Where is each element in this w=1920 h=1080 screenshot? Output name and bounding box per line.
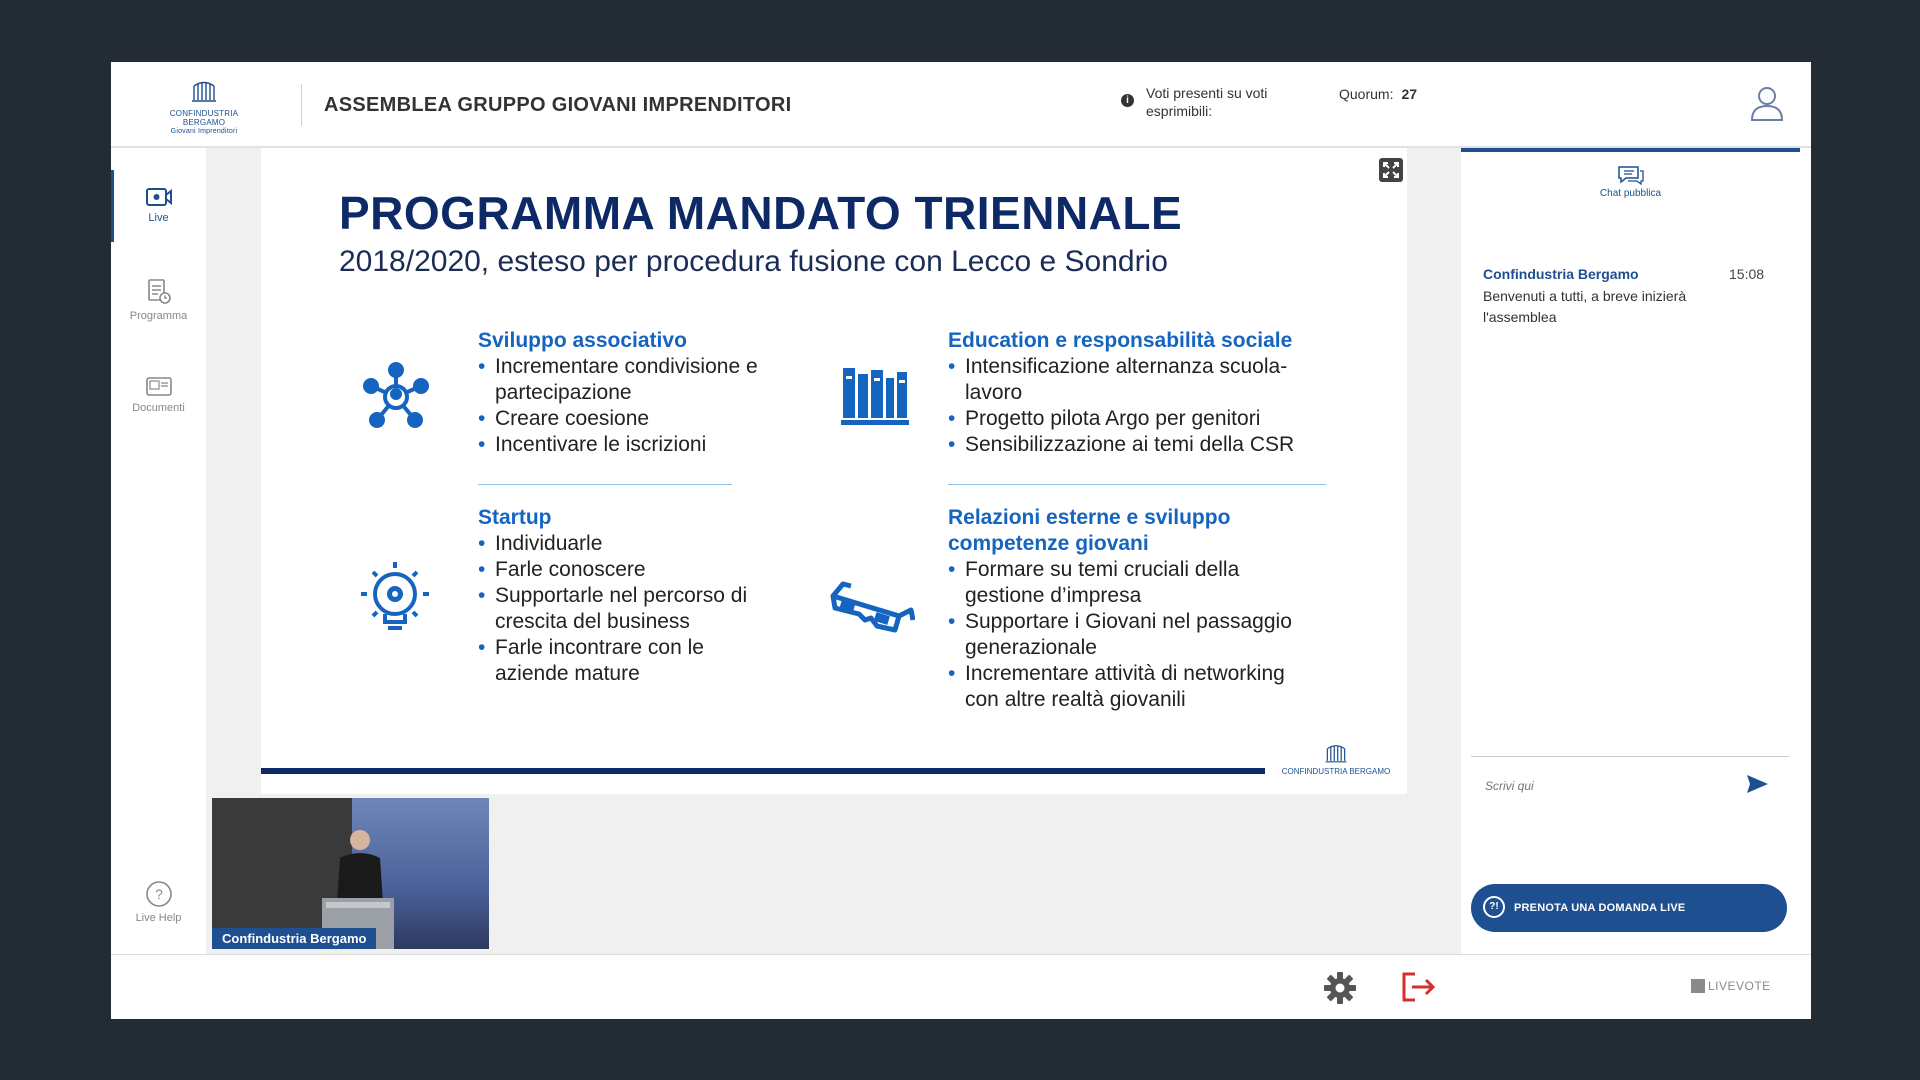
svg-text:?: ? [154,886,163,902]
quorum-label: Quorum: [1339,86,1394,102]
3d-glasses-icon [829,580,915,636]
slide-subtitle: 2018/2020, esteso per procedura fusione con Lecco e Sondrio [339,245,1168,278]
live-camera-icon [145,186,173,208]
programma-icon [146,278,172,306]
bullet-item: • Incrementare condivisione e partecipazione [478,354,778,406]
help-icon [145,880,173,908]
slide-section [948,505,1303,713]
bullet-item: • Sensibilizzazione ai temi della CSR [948,432,1338,458]
bullet-list [948,354,1338,458]
message-author: Confindustria Bergamo [1483,266,1639,282]
sidebar-item-live[interactable] [111,186,206,224]
bullet-item: • Supportare i Giovani nel passaggio generazionale [948,609,1303,661]
live-help-button[interactable] [111,880,206,924]
chat-bubble-icon [1616,164,1646,186]
bullet-item: • Farle conoscere [478,557,758,583]
sidebar-item-label: Documenti [132,402,185,414]
documenti-icon [145,374,173,398]
sidebar-item-label: Live [148,212,169,224]
section-heading: Sviluppo associativo [478,329,687,352]
message-time: 15:08 [1729,266,1765,282]
bullet-item: • Intensificazione alternanza scuola-lavoro [948,354,1338,406]
voti-label: Voti presenti su voti esprimibili: [1146,85,1268,119]
section-divider [478,484,732,485]
footer [111,954,1811,1019]
slide-section [478,328,778,458]
sidebar-item-label: Programma [129,310,188,322]
quorum [1339,86,1417,102]
tab-chat-pubblica[interactable] [1461,164,1800,199]
bullet-item: • Progetto pilota Argo per genitori [948,406,1338,432]
sidebar-item-documenti[interactable] [111,374,206,414]
section-heading: Startup [478,506,552,529]
message-text: Benvenuti a tutti, a breve inizierà l'assemblea [1483,288,1687,325]
sidebar-item-programma[interactable] [111,278,206,322]
bullet-item: • Supportarle nel percorso di crescita del business [478,583,758,635]
slide-footer-logo [1281,743,1391,776]
chat-panel [1461,148,1811,954]
logo-emblem-icon [1323,743,1349,765]
slide-section [948,328,1338,458]
slide-section [478,505,758,687]
bullet-list [478,531,758,687]
fullscreen-button[interactable] [1379,158,1403,182]
livevote-logo-icon [1691,979,1705,993]
bullet-item: • Incrementare attività di networking con altre realtà giovanili [948,661,1303,713]
presentation-slide [261,148,1407,794]
lightbulb-gear-icon [357,558,433,640]
chat-tab-label: Chat pubblica [1599,188,1662,199]
logo-emblem-icon [189,80,219,104]
logout-icon[interactable] [1401,971,1437,1003]
bullet-item: • Farle incontrare con le aziende mature [478,635,758,687]
bullet-item: • Formare su temi cruciali della gestione d’impresa [948,557,1303,609]
app-window [111,62,1811,1018]
prenota-domanda-label: PRENOTA UNA DOMANDA LIVE [1514,902,1686,914]
chat-active-indicator [1461,148,1800,152]
section-heading: Relazioni esterne e sviluppo competenze giovani [948,506,1231,555]
books-icon [841,364,909,428]
quorum-value: 27 [1401,86,1418,102]
logo-text: CONFINDUSTRIA BERGAMO [169,109,239,127]
prenota-domanda-button[interactable] [1471,884,1787,932]
header [111,62,1811,148]
slide-title: PROGRAMMA MANDATO TRIENNALE [339,187,1183,239]
fullscreen-icon [1379,158,1403,182]
live-help-label: Live Help [135,912,182,924]
info-icon[interactable]: i [1121,94,1134,107]
send-icon[interactable] [1745,772,1769,796]
section-heading: Education e responsabilità sociale [948,329,1293,352]
livevote-brand [1691,979,1771,993]
bullet-item: • Incentivare le iscrizioni [478,432,778,458]
slide-logo-text: CONFINDUSTRIA BERGAMO [1281,767,1391,776]
network-people-icon [359,360,433,434]
section-divider [948,484,1326,485]
bullet-item: • Creare coesione [478,406,778,432]
bullet-list [948,557,1303,713]
logo-subtext: Giovani Imprenditori [170,128,238,135]
sidebar [111,148,206,954]
user-profile-icon[interactable] [1749,84,1785,122]
question-icon: ?! [1483,896,1505,918]
live-video-feed[interactable] [212,798,489,949]
event-title: ASSEMBLEA GRUPPO GIOVANI IMPRENDITORI [324,94,792,116]
settings-gear-icon[interactable] [1323,971,1357,1005]
brand-text: LIVEVOTE [1708,979,1771,993]
header-divider [301,84,302,126]
chat-input[interactable] [1483,778,1737,794]
chat-divider [1471,756,1789,757]
confindustria-logo [149,80,259,135]
video-caption: Confindustria Bergamo [212,928,376,949]
slide-bottom-bar [261,768,1265,774]
bullet-list [478,354,778,458]
bullet-item: • Individuarle [478,531,758,557]
